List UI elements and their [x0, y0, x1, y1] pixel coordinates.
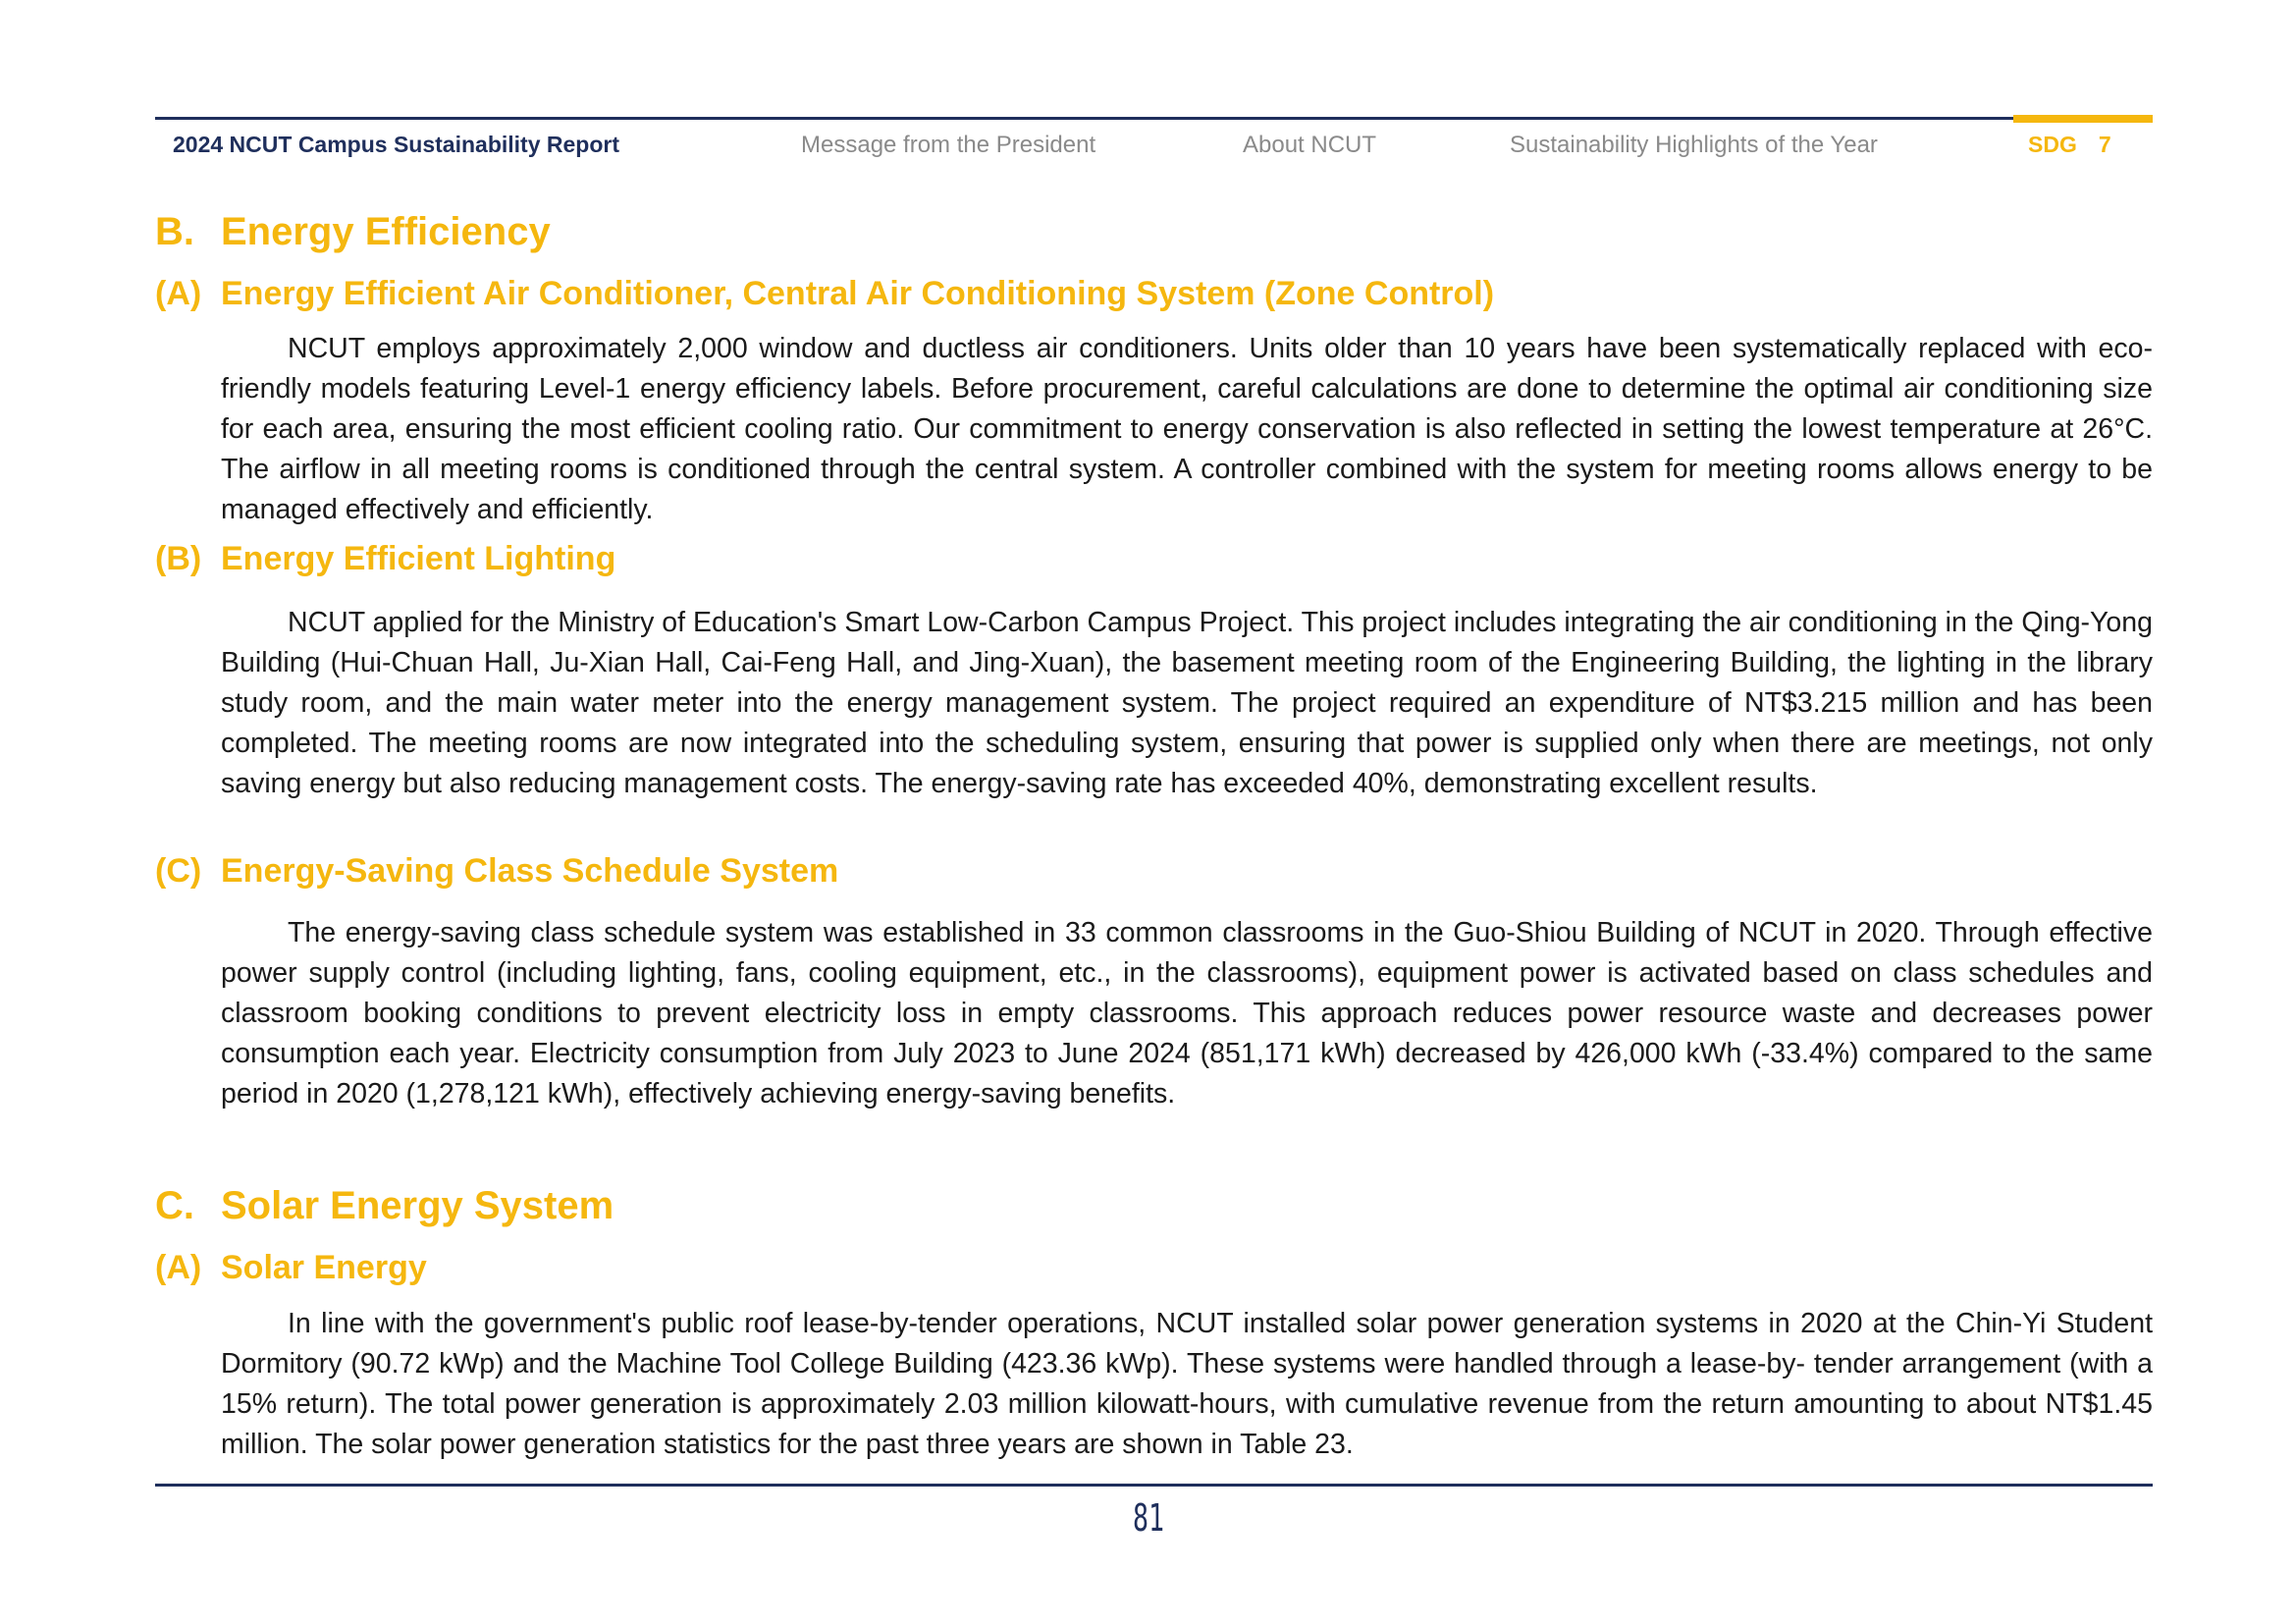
subsection-marker: (C)	[155, 852, 202, 890]
footer-rule	[155, 1484, 2153, 1487]
report-title: 2024 NCUT Campus Sustainability Report	[173, 132, 619, 157]
nav-link-sustainability-highlights[interactable]: Sustainability Highlights of the Year	[1510, 132, 1878, 158]
section-heading-solar-energy-system	[155, 1184, 614, 1228]
sdg-number: 7	[2098, 132, 2111, 157]
sdg-badge	[2028, 132, 2111, 158]
section-marker: B.	[155, 210, 194, 253]
subsection-title: Solar Energy	[221, 1249, 427, 1286]
sdg-label: SDG	[2028, 132, 2077, 157]
header-rule	[155, 117, 2013, 120]
section-title: Solar Energy System	[221, 1184, 614, 1227]
subheading-class-schedule	[155, 852, 838, 891]
subsection-marker: (A)	[155, 1249, 202, 1286]
subsection-title: Energy-Saving Class Schedule System	[221, 852, 839, 890]
section-title: Energy Efficiency	[221, 210, 551, 253]
subsection-title: Energy Efficient Air Conditioner, Central Air Conditioning System (Zone Control)	[221, 275, 1495, 312]
paragraph-lighting: NCUT applied for the Ministry of Education's Smart Low-Carbon Campus Project. This project includes integrating the air conditioning in the Qing-Yong Building (Hui-Chuan Hall, Ju-Xian Hall, Cai-Feng Hall, and Jing-Xuan), the basement meeting room of the Engineering Building, the lighting in the library study room, and the main water meter into the energy management system. The project required an expenditure of NT$3.215 million and has been completed. The meeting rooms are now integrated into the scheduling system, ensuring that power is supplied only when there are meetings, not only saving energy but also reducing management costs. The energy-saving rate has exceeded 40%, demonstrating excellent results.	[221, 607, 2153, 799]
paragraph-class-schedule: The energy-saving class schedule system was established in 33 common classrooms in the Guo-Shiou Building of NCUT in 2020. Through effective power supply control (including lighting, fans, cooling equipment, etc., in the classrooms), equipment power is activated based on class schedules and classroom booking conditions to prevent electricity loss in empty classrooms. This approach reduces power resource waste and decreases power consumption each year. Electricity consumption from July 2023 to June 2024 (851,171 kWh) decreased by 426,000 kWh (-33.4%) compared to the same period in 2020 (1,278,121 kWh), effectively achieving energy-saving benefits.	[221, 917, 2153, 1110]
subheading-lighting	[155, 540, 615, 578]
page-number: 81	[1132, 1496, 1165, 1540]
page-header	[155, 124, 2153, 167]
section-marker: C.	[155, 1184, 194, 1227]
header-accent-bar	[2013, 115, 2153, 123]
subsection-marker: (A)	[155, 275, 202, 312]
subheading-solar-energy	[155, 1249, 427, 1287]
subheading-air-conditioner	[155, 275, 1494, 313]
subsection-title: Energy Efficient Lighting	[221, 540, 616, 577]
paragraph-air-conditioner: NCUT employs approximately 2,000 window and ductless air conditioners. Units older than 10 years have been systematically replaced with eco-friendly models featuring Level-1 energy efficiency labels. Before procurement, careful calculations are done to determine the optimal air conditioning size for each area, ensuring the most efficient cooling ratio. Our commitment to energy conservation is also reflected in setting the lowest temperature at 26°C. The airflow in all meeting rooms is conditioned through the central system. A controller combined with the system for meeting rooms allows energy to be managed effectively and efficiently.	[221, 333, 2153, 525]
section-heading-energy-efficiency	[155, 210, 551, 254]
paragraph-solar-energy: In line with the government's public roof lease-by-tender operations, NCUT installed solar power generation systems in 2020 at the Chin-Yi Student Dormitory (90.72 kWp) and the Machine Tool College Building (423.36 kWp). These systems were handled through a lease-by- tender arrangement (with a 15% return). The total power generation is approximately 2.03 million kilowatt-hours, with cumulative revenue from the return amounting to about NT$1.45 million. The solar power generation statistics for the past three years are shown in Table 23.	[221, 1308, 2153, 1460]
nav-link-message-from-president[interactable]: Message from the President	[801, 132, 1096, 158]
nav-link-about-ncut[interactable]: About NCUT	[1243, 132, 1377, 158]
subsection-marker: (B)	[155, 540, 202, 577]
